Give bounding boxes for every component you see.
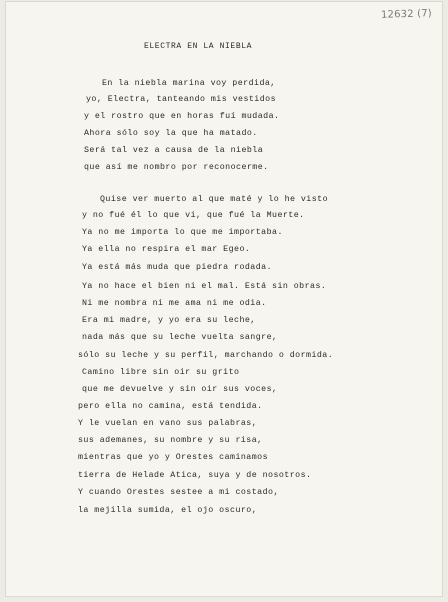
poem-line: yo, Electra, tanteando mis vestidos bbox=[86, 95, 277, 104]
poem-line: Será tal vez a causa de la niebla bbox=[84, 146, 264, 155]
poem-line: Ya no me importa lo que me importaba. bbox=[82, 228, 283, 237]
poem-line: Era mi madre, y yo era su leche, bbox=[82, 316, 256, 325]
poem-line: Ya ella no respira el mar Egeo. bbox=[82, 245, 251, 254]
manuscript-page bbox=[6, 2, 442, 596]
poem-line: Ya está más muda que piedra rodada. bbox=[82, 263, 273, 272]
poem-line: y no fué él lo que vi, que fué la Muerte. bbox=[82, 211, 305, 220]
poem-line: Y cuando Orestes sestee a mi costado, bbox=[78, 488, 279, 497]
poem-line: tierra de Helade Atica, suya y de nosotros. bbox=[78, 471, 312, 480]
poem-line: En la niebla marina voy perdida, bbox=[102, 79, 276, 88]
poem-line: pero ella no camina, está tendida. bbox=[78, 402, 263, 411]
poem-line: y el rostro que en horas fuí mudada. bbox=[84, 112, 280, 121]
archive-reference-number: 12632 (7) bbox=[380, 8, 433, 21]
poem-line: que así me nombro por reconocerme. bbox=[84, 163, 269, 172]
poem-line: sus ademanes, su nombre y su risa, bbox=[78, 436, 263, 445]
poem-line: Ni me nombra ni me ama ni me odia. bbox=[82, 299, 267, 308]
poem-line: Quise ver muerto al que maté y lo he visto bbox=[100, 195, 329, 204]
poem-line: Camino libre sin oir su grito bbox=[82, 368, 240, 377]
poem-line: que me devuelve y sin oir sus voces, bbox=[82, 385, 278, 394]
poem-line: Y le vuelan en vano sus palabras, bbox=[78, 419, 258, 428]
poem-title: ELECTRA EN LA NIEBLA bbox=[144, 42, 253, 51]
poem-line: Ahora sólo soy la que ha matado. bbox=[84, 129, 258, 138]
poem-line: mientras que yo y Orestes caminamos bbox=[78, 453, 269, 462]
poem-line: sólo su leche y su perfil, marchando o dormida. bbox=[78, 351, 334, 360]
poem-line: la mejilla sumida, el ojo oscuro, bbox=[78, 506, 258, 515]
poem-line: nada más que su leche vuelta sangre, bbox=[82, 333, 278, 342]
poem-line: Ya no hace el bien ni el mal. Está sin obras. bbox=[82, 282, 327, 291]
